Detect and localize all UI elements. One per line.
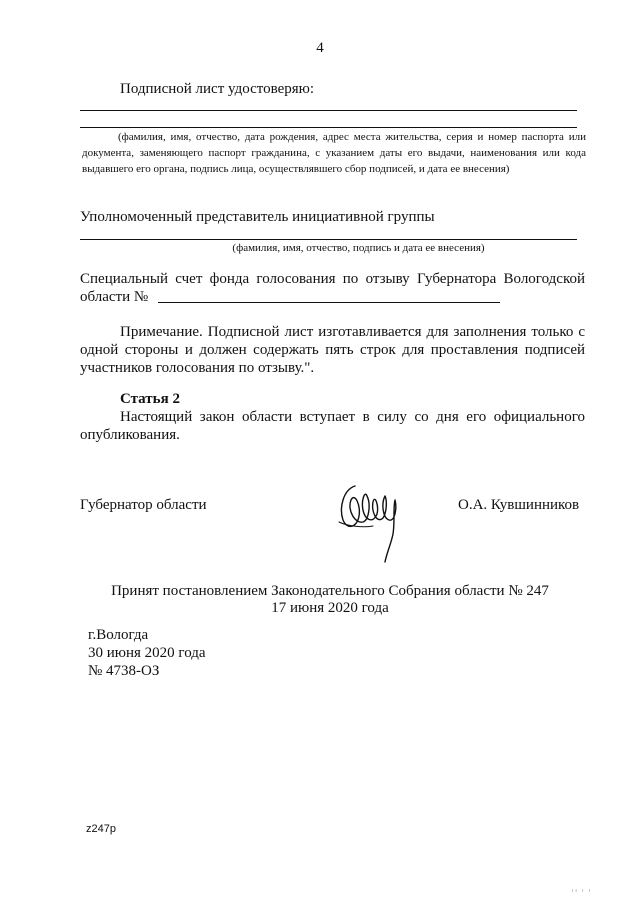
place: г.Вологда (88, 627, 149, 643)
corner-mark: ıı ı ı (572, 888, 593, 894)
governor-title: Губернатор области (80, 497, 207, 513)
page-number: 4 (316, 40, 324, 56)
certify-blank-line-1 (80, 110, 577, 111)
representative-hint: (фамилия, имя, отчество, подпись и дата ее внесения) (232, 242, 485, 254)
governor-name: О.А. Кувшинников (458, 497, 580, 513)
article-text: Настоящий закон области вступает в силу со дня его официального опубликования. (80, 409, 585, 443)
account-text-line2: области № (80, 289, 149, 305)
doc-code: z247p (86, 823, 116, 835)
account-text-line1: Специальный счет фонда голосования по отзыву Губернатора Вологодской (80, 271, 585, 287)
adopted-line1: Принят постановлением Законодательного Собрания области № 247 (111, 583, 549, 599)
article-title: Статья 2 (120, 391, 180, 407)
law-number: № 4738-ОЗ (88, 663, 160, 679)
date: 30 июня 2020 года (88, 645, 206, 661)
representative-label: Уполномоченный представитель инициативной группы (80, 209, 435, 225)
certify-label: Подписной лист удостоверяю: (120, 81, 315, 97)
note-text: Примечание. Подписной лист изготавливается для заполнения только с одной стороны и должен содержать пять строк для проставления подписей участников голосования по отзыву.". (80, 324, 585, 376)
certify-blank-line-2 (80, 127, 577, 128)
account-number-blank-line (158, 302, 500, 303)
certify-hint: (фамилия, имя, отчество, дата рождения, адрес места жительства, серия и номер паспорта или документа, заменяющего паспорт гражданина, с указанием даты его выдачи, наименования или кода выдавшего его органа, подпись лица, осуществлявшего сбор подписей, и дата ее внесения) (82, 131, 586, 175)
adopted-line2: 17 июня 2020 года (271, 600, 389, 616)
governor-signature-image (333, 478, 413, 568)
